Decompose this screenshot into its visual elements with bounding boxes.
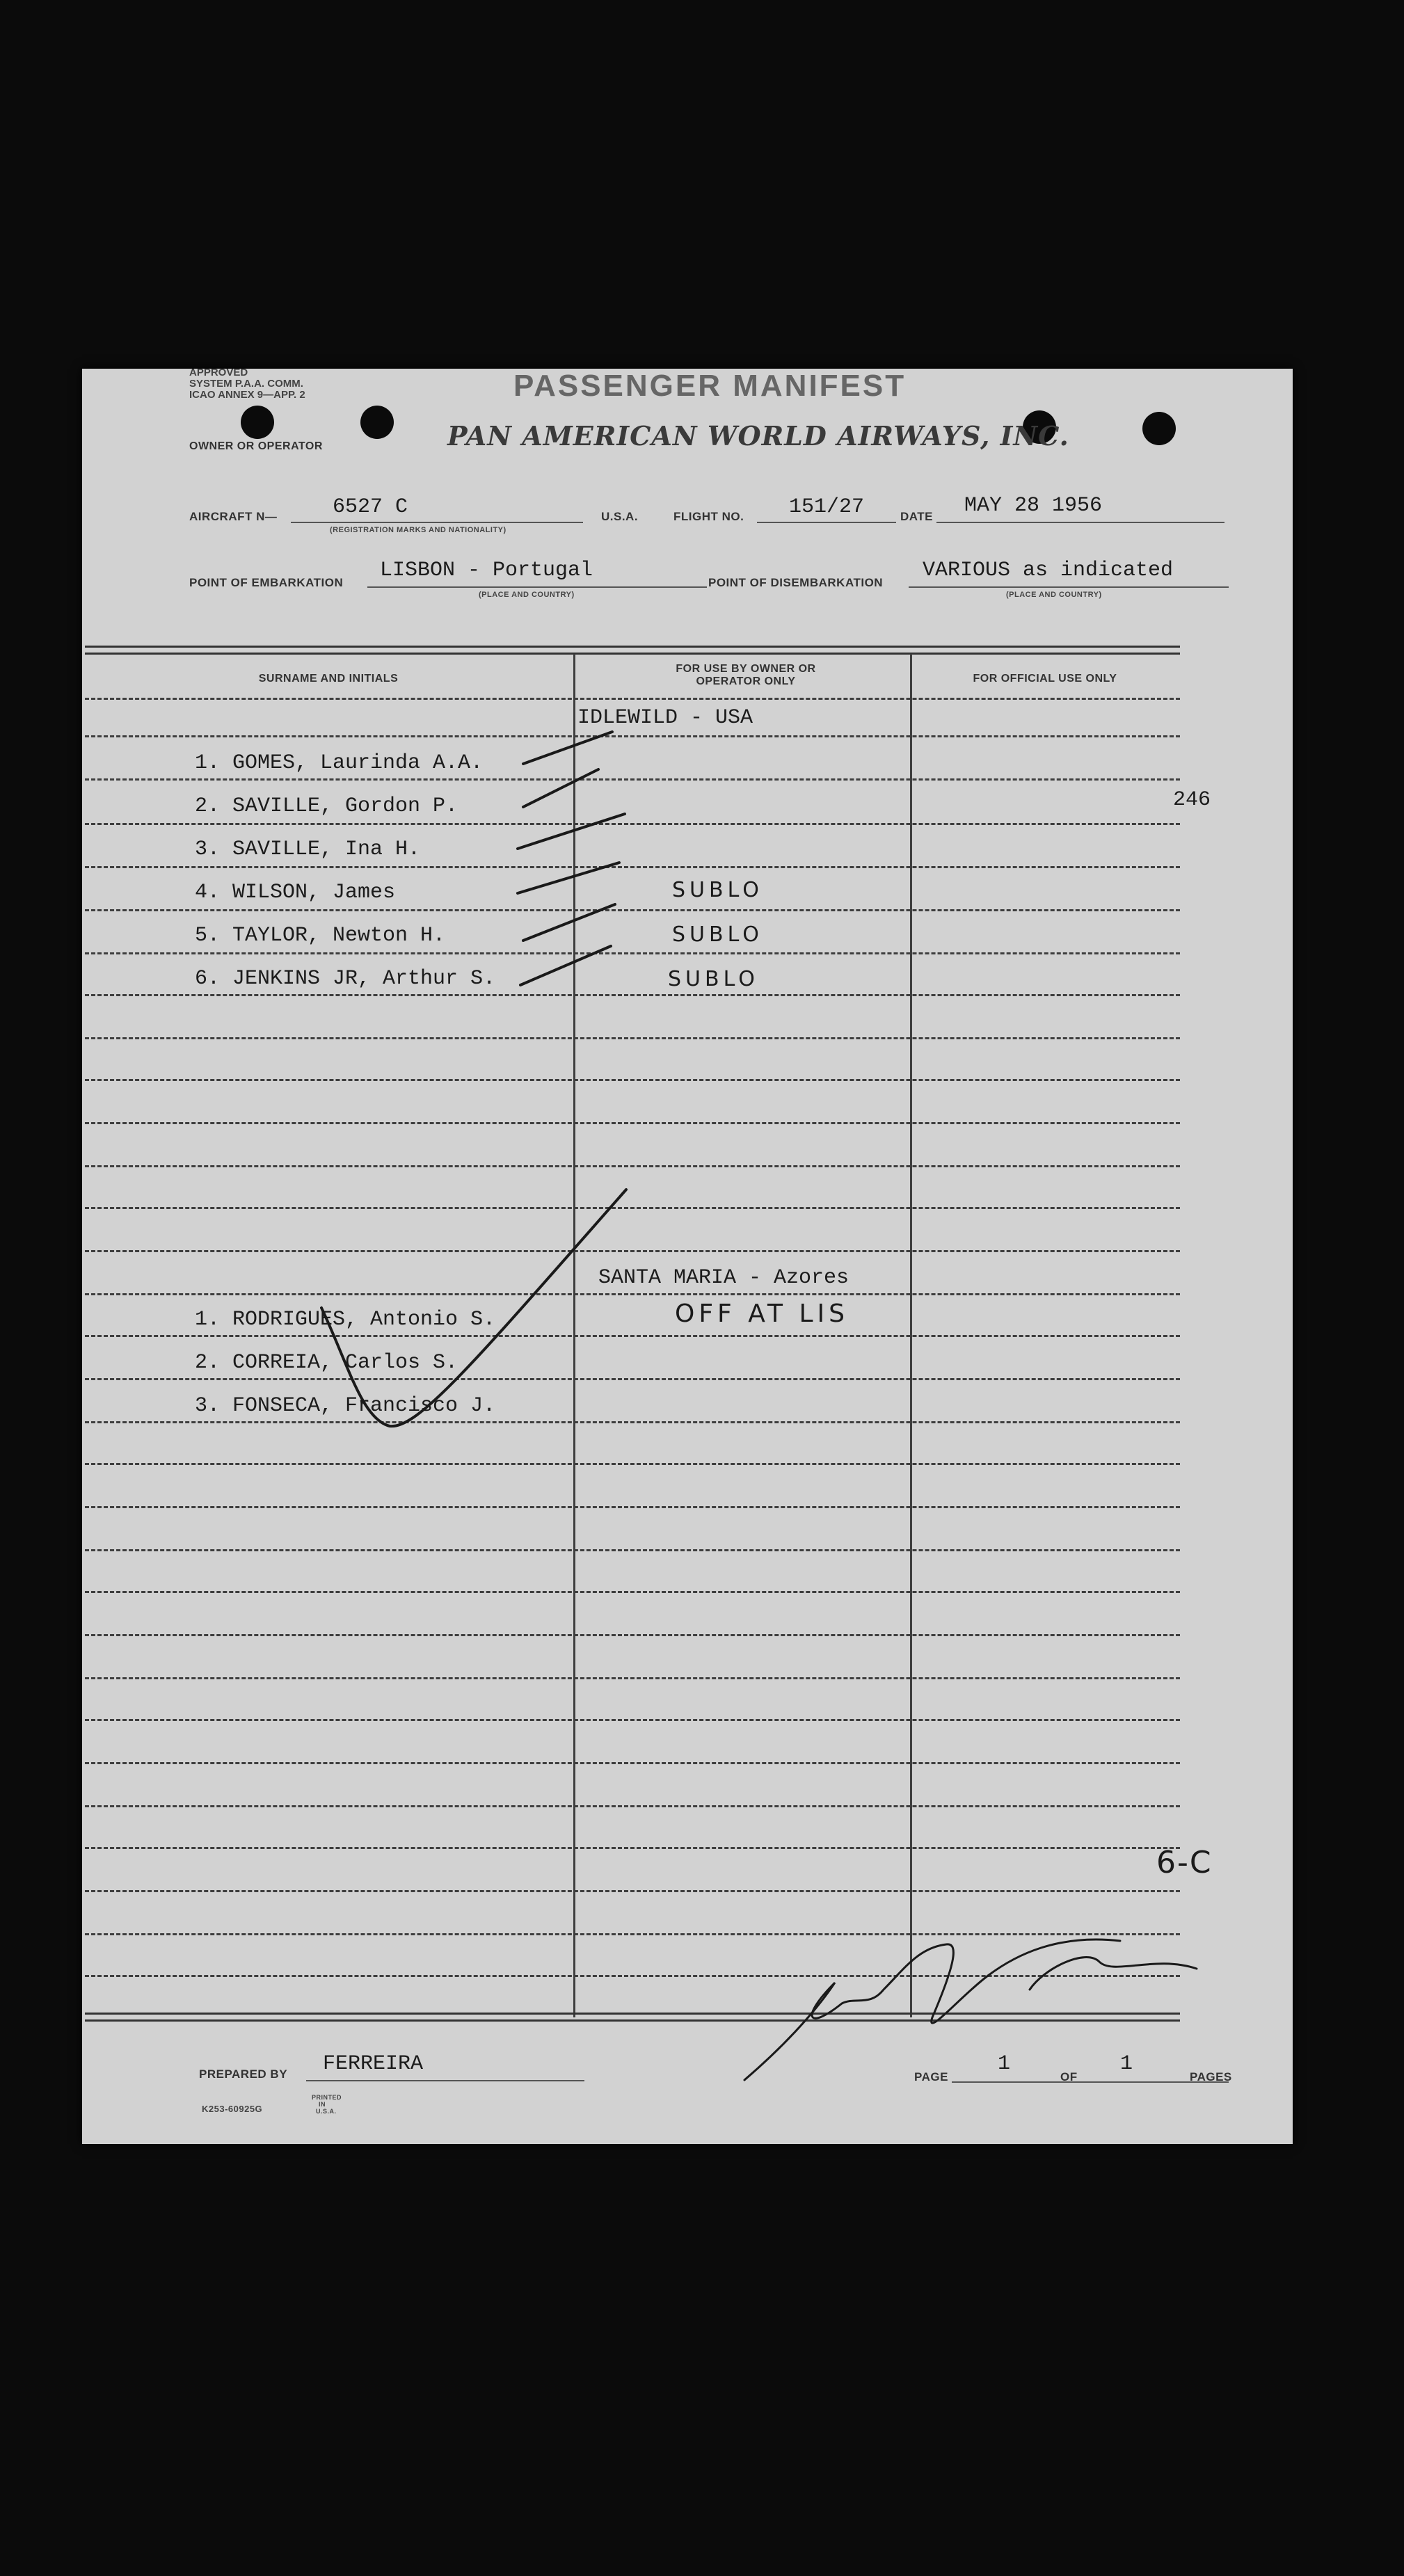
group-destination: SANTA MARIA - Azores (598, 1266, 849, 1290)
col-header-surname: SURNAME AND INITIALS (258, 673, 399, 685)
check-mark (523, 769, 598, 807)
official-note: 246 (1173, 788, 1211, 812)
owner-label: OWNER OR OPERATOR (189, 440, 323, 452)
page-label: PAGE (914, 2070, 948, 2083)
aircraft-sub: (REGISTRATION MARKS AND NATIONALITY) (330, 526, 506, 534)
check-mark (518, 814, 625, 849)
passenger-name: 3. FONSECA, Francisco J. (195, 1394, 496, 1418)
pages-label: PAGES (1190, 2070, 1232, 2083)
check-mark (523, 904, 615, 941)
operator-note: OFF AT LIS (675, 1299, 849, 1328)
disembark-value: VARIOUS as indicated (923, 559, 1174, 582)
col-header-operator: FOR USE BY OWNER OR OPERATOR ONLY (676, 663, 816, 687)
check-mark (520, 946, 611, 985)
of-value: 1 (1120, 2052, 1133, 2076)
passenger-name: 1. RODRIGUES, Antonio S. (195, 1308, 496, 1331)
passenger-name: 2. CORREIA, Carlos S. (195, 1351, 458, 1375)
of-label: OF (1060, 2070, 1078, 2083)
approval-line: APPROVED (189, 367, 248, 378)
disembark-label: POINT OF DISEMBARKATION (708, 576, 884, 589)
form-number: K253-60925G (202, 2104, 263, 2114)
disembark-sub: (PLACE AND COUNTRY) (1006, 591, 1102, 599)
printed-mark: PRINTED (312, 2094, 342, 2101)
passenger-name: 3. SAVILLE, Ina H. (195, 838, 421, 861)
corner-note: 6-C (1156, 1845, 1213, 1880)
embark-sub: (PLACE AND COUNTRY) (479, 591, 575, 599)
passenger-name: 2. SAVILLE, Gordon P. (195, 794, 458, 818)
airline-name: PAN AMERICAN WORLD AIRWAYS, INC. (447, 420, 1069, 451)
aircraft-value: 6527 C (333, 495, 408, 519)
operator-note: SUBLO (672, 922, 763, 947)
approval-line: ICAO ANNEX 9—APP. 2 (189, 389, 305, 401)
tick-mark (321, 1190, 626, 1426)
passenger-name: 4. WILSON, James (195, 881, 396, 904)
date-value: MAY 28 1956 (964, 494, 1103, 518)
group-destination: IDLEWILD - USA (577, 706, 753, 730)
flight-label: FLIGHT NO. (673, 510, 744, 523)
page-value: 1 (998, 2052, 1011, 2076)
approval-line: SYSTEM P.A.A. COMM. (189, 378, 303, 390)
flight-value: 151/27 (789, 495, 865, 519)
operator-note: SUBLO (672, 878, 763, 902)
aircraft-label: AIRCRAFT N— (189, 510, 278, 523)
passenger-name: 5. TAYLOR, Newton H. (195, 924, 446, 947)
printed-mark: IN (319, 2101, 326, 2108)
signature-icon (744, 1939, 1197, 2080)
check-mark (523, 732, 612, 764)
col-header-official: FOR OFFICIAL USE ONLY (973, 673, 1117, 685)
prepared-value: FERREIRA (323, 2052, 424, 2076)
date-label: DATE (900, 510, 934, 523)
check-mark (518, 863, 619, 893)
embark-label: POINT OF EMBARKATION (189, 576, 344, 589)
printed-mark: U.S.A. (316, 2108, 337, 2115)
passenger-name: 6. JENKINS JR, Arthur S. (195, 967, 496, 991)
usa-label: U.S.A. (601, 510, 639, 523)
form-title: PASSENGER MANIFEST (513, 369, 907, 403)
prepared-label: PREPARED BY (199, 2067, 288, 2081)
passenger-name: 1. GOMES, Laurinda A.A. (195, 751, 484, 775)
embark-value: LISBON - Portugal (380, 559, 593, 582)
operator-note: SUBLO (668, 967, 759, 991)
